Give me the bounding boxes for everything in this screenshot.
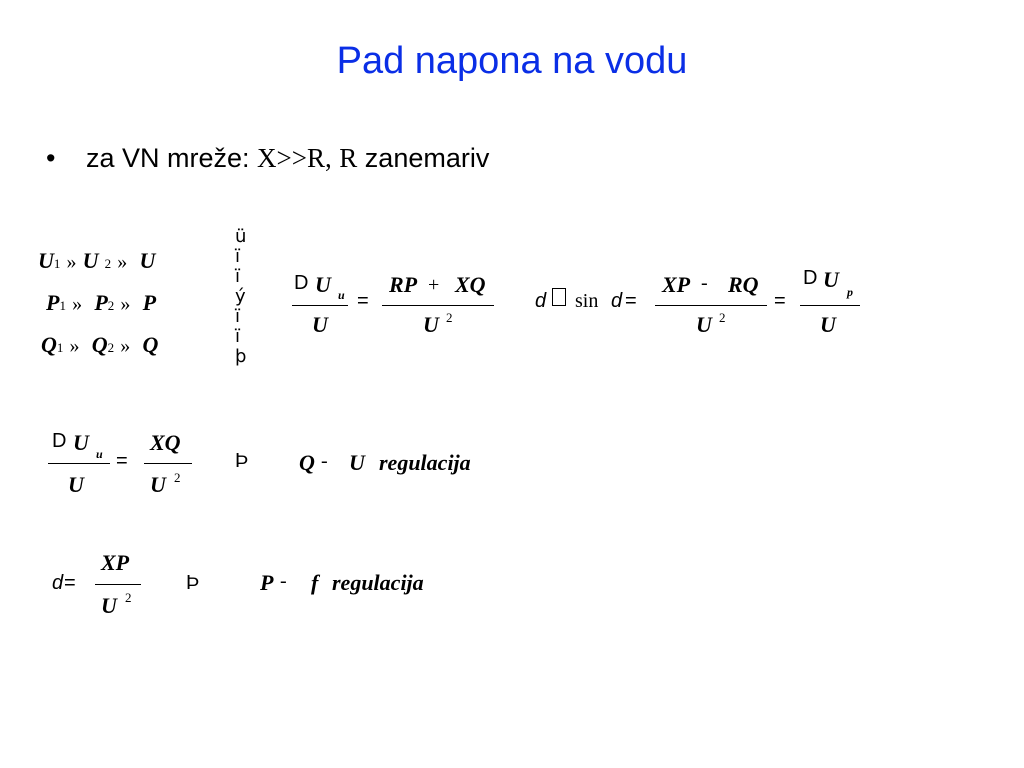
- eq1-var-sub: u: [338, 288, 345, 302]
- eq4-delta: d: [52, 572, 64, 594]
- eq3-implies: Þ: [235, 450, 249, 472]
- approx-row-p: P1 » P2 » P: [46, 290, 157, 315]
- eq4-den-exp: 2: [125, 590, 132, 605]
- eq2-equals-1: =: [625, 290, 637, 312]
- eq2-num-1: XP: [662, 272, 691, 297]
- right-brace: ü ï ï ý ï ï þ: [235, 226, 247, 367]
- eq4-dash: -: [280, 570, 287, 592]
- eq2-r-den: U: [820, 312, 836, 337]
- eq1-delta: D: [294, 272, 309, 294]
- eq3-rhs-bar: [144, 463, 192, 464]
- eq3-var-sub: u: [96, 447, 103, 461]
- eq2-missing-glyph-box: [552, 288, 566, 306]
- eq2-equals-2: =: [774, 290, 786, 312]
- eq2-delta-2: d: [611, 290, 623, 312]
- eq4-num: XP: [101, 550, 130, 575]
- eq1-rhs-plus: +: [428, 274, 440, 296]
- eq2-sin: sin: [575, 290, 599, 312]
- eq2-rhs-bar: [655, 305, 767, 306]
- eq2-delta: d: [535, 290, 547, 312]
- bullet-formula: X>>R,: [257, 143, 332, 173]
- bullet-marker: •: [46, 143, 56, 173]
- eq2-minus: -: [701, 272, 708, 294]
- eq3-rhs-num: XQ: [150, 430, 181, 455]
- eq4-f: f: [311, 570, 319, 595]
- eq1-rhs-den: U: [423, 312, 439, 337]
- eq4-p: P: [260, 570, 274, 595]
- eq3-lhs-den: U: [68, 472, 84, 497]
- eq2-den: U: [696, 312, 712, 337]
- eq1-lhs-bar: [292, 305, 348, 306]
- bullet-text: za VN mreže:: [86, 143, 258, 173]
- bullet-r-symbol: R: [339, 143, 358, 173]
- approx-row-q: Q1 » Q2 » Q: [41, 332, 159, 357]
- eq3-rhs-den-exp: 2: [174, 470, 181, 485]
- eq4-den: U: [101, 593, 117, 618]
- eq4-bar: [95, 584, 141, 585]
- eq3-dash: -: [321, 450, 328, 472]
- eq3-u: U: [349, 450, 365, 475]
- eq1-lhs-den: U: [312, 312, 328, 337]
- eq3-q: Q: [299, 450, 315, 475]
- slide-title: Pad napona na vodu: [336, 40, 688, 82]
- eq2-den-exp: 2: [719, 310, 726, 325]
- eq3-reg: regulacija: [379, 450, 471, 475]
- eq2-r-delta: D: [803, 267, 818, 289]
- eq4-equals: =: [64, 572, 76, 594]
- bullet-text-after: zanemariv: [357, 143, 490, 173]
- bullet-item: [46, 143, 489, 174]
- eq2-r-sub: p: [847, 285, 853, 299]
- eq1-var: U: [315, 272, 331, 297]
- eq1-equals: =: [357, 290, 369, 312]
- eq3-equals: =: [116, 450, 128, 472]
- eq1-rhs-den-exp: 2: [446, 310, 453, 325]
- approx-row-u: U1 » U 2 » U: [38, 248, 156, 273]
- eq2-num-2: RQ: [728, 272, 759, 297]
- eq2-r-var: U: [823, 267, 839, 292]
- eq2-r-bar: [800, 305, 860, 306]
- eq1-rhs-bar: [382, 305, 494, 306]
- eq3-rhs-den: U: [150, 472, 166, 497]
- eq1-rhs-num-1: RP: [389, 272, 418, 297]
- eq1-rhs-num-2: XQ: [455, 272, 486, 297]
- eq3-var: U: [73, 430, 89, 455]
- eq4-reg: regulacija: [332, 570, 424, 595]
- eq3-delta: D: [52, 430, 67, 452]
- eq4-implies: Þ: [186, 572, 200, 594]
- eq3-lhs-bar: [48, 463, 110, 464]
